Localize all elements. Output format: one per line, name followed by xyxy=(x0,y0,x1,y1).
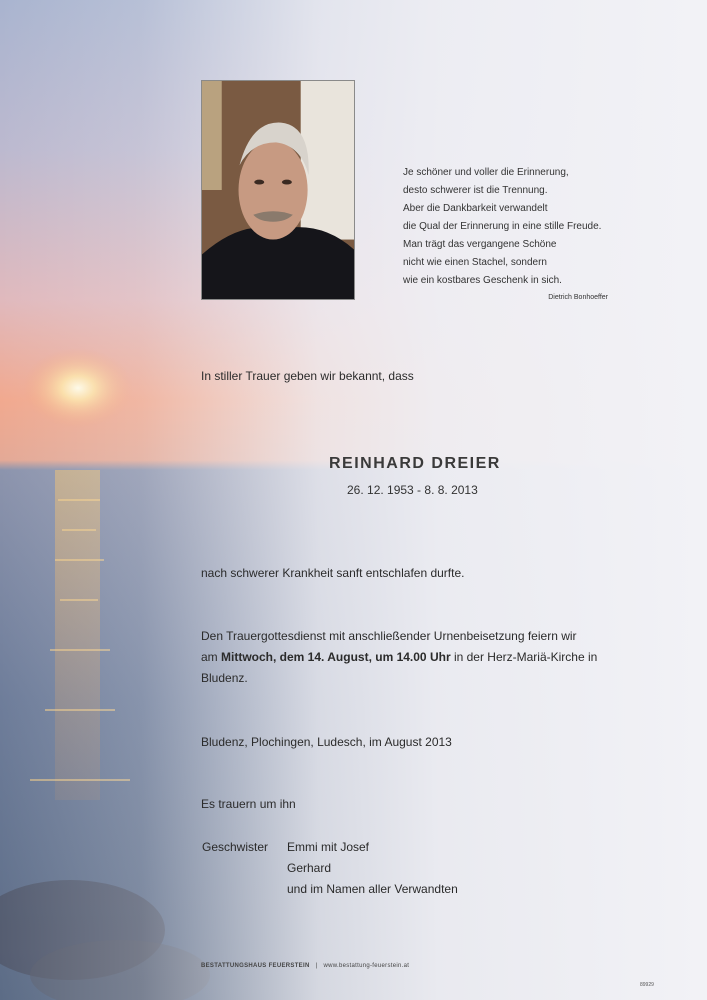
quote-line: Man trägt das vergangene Schöne xyxy=(403,239,557,250)
intro-text: In stiller Trauer geben wir bekannt, dass xyxy=(201,369,414,383)
service-line-2-start: am xyxy=(201,650,222,664)
memorial-quote xyxy=(403,164,663,304)
deceased-name: REINHARD DREIER xyxy=(329,455,501,472)
mourner-name: und im Namen aller Verwandten xyxy=(287,882,458,896)
quote-line: nicht wie einen Stachel, sondern xyxy=(403,257,547,268)
service-location: in der Herz-Mariä-Kirche in xyxy=(450,650,598,664)
mourner-name: Gerhard xyxy=(287,861,332,875)
service-line-2 xyxy=(201,647,597,668)
quote-line: desto schwerer ist die Trennung. xyxy=(403,185,548,196)
service-line-1: Den Trauergottesdienst mit anschließender Urnenbeisetzung feiern wir xyxy=(201,629,577,643)
quote-line: Aber die Dankbarkeit verwandelt xyxy=(403,203,548,214)
mourners-label: Geschwister xyxy=(202,840,269,854)
mourners-list xyxy=(287,837,458,900)
passing-text: nach schwerer Krankheit sanft entschlafen durfte. xyxy=(201,566,465,580)
place-and-date: Bludenz, Plochingen, Ludesch, im August 2013 xyxy=(201,735,452,749)
quote-line: wie ein kostbares Geschenk in sich. xyxy=(403,275,562,286)
footer-separator: | xyxy=(315,963,318,969)
mourner-name: Emmi mit Josef xyxy=(287,840,370,854)
footer xyxy=(201,963,409,969)
quote-line: Je schöner und voller die Erinnerung, xyxy=(403,167,569,178)
quote-line: die Qual der Erinnerung in eine stille Freude. xyxy=(403,221,602,232)
print-code: 89929 xyxy=(640,982,654,988)
quote-author: Dietrich Bonhoeffer xyxy=(548,294,608,301)
funeral-home-website[interactable]: www.bestattung-feuerstein.at xyxy=(323,963,410,969)
funeral-home-name: BESTATTUNGSHAUS FEUERSTEIN xyxy=(201,963,310,969)
service-line-3: Bludenz. xyxy=(201,671,248,685)
mourners-heading: Es trauern um ihn xyxy=(201,797,296,811)
service-date-time: Mittwoch, dem 14. August, um 14.00 Uhr xyxy=(221,650,451,664)
portrait-photo xyxy=(201,80,355,300)
life-dates: 26. 12. 1953 - 8. 8. 2013 xyxy=(347,483,478,497)
